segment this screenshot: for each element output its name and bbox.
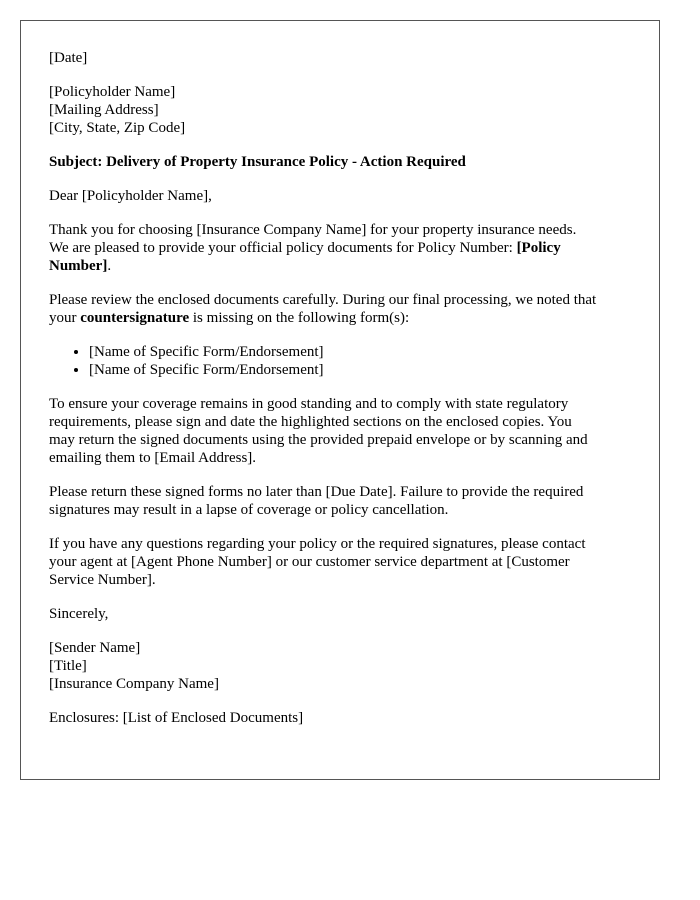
paragraph-intro	[49, 221, 649, 275]
paragraph-intro-line-2	[49, 239, 649, 257]
paragraph-review	[49, 291, 649, 327]
recipient-city-state-zip: [City, State, Zip Code]	[49, 120, 186, 136]
paragraph-review-line-2-pre: your	[49, 310, 81, 326]
letter-date: [Date]	[49, 50, 88, 66]
sender-title: [Title]	[49, 658, 87, 674]
recipient-mailing-address: [Mailing Address]	[49, 102, 159, 118]
paragraph-contact	[49, 535, 649, 589]
letter-body	[49, 49, 649, 743]
recipient-name: [Policyholder Name]	[49, 84, 176, 100]
paragraph-intro-line-3-rest: .	[107, 258, 112, 274]
letter-page	[20, 20, 660, 780]
sender-signature-block	[49, 639, 649, 693]
paragraph-review-line-2	[49, 309, 649, 327]
paragraph-review-line-2-post: is missing on the following form(s):	[189, 310, 410, 326]
countersignature-term: countersignature	[80, 310, 190, 326]
missing-forms-list	[49, 343, 649, 379]
letter-closing: Sincerely,	[49, 606, 109, 622]
paragraph-instructions-line-4: emailing them to [Email Address].	[49, 450, 257, 466]
paragraph-deadline	[49, 483, 649, 519]
missing-form-item: • [Name of Specific Form/Endorsement]	[89, 343, 649, 361]
paragraph-instructions	[49, 395, 649, 467]
paragraph-instructions-line-2: requirements, please sign and date the highlighted sections on the enclosed copies. You	[49, 414, 572, 430]
paragraph-intro-line-2-text: We are pleased to provide your official policy documents for Policy Number:	[49, 240, 517, 256]
letter-subject: Subject: Delivery of Property Insurance Policy - Action Required	[49, 154, 466, 170]
paragraph-deadline-line-2: signatures may result in a lapse of coverage or policy cancellation.	[49, 502, 449, 518]
letter-salutation: Dear [Policyholder Name],	[49, 188, 212, 204]
policy-number-placeholder-part-1: [Policy	[516, 240, 561, 256]
sender-name: [Sender Name]	[49, 640, 141, 656]
policy-number-placeholder-part-2: Number]	[49, 258, 108, 274]
paragraph-contact-line-1: If you have any questions regarding your policy or the required signatures, please contact	[49, 536, 586, 552]
paragraph-review-line-1: Please review the enclosed documents carefully. During our final processing, we noted that	[49, 292, 597, 308]
recipient-address-block	[49, 83, 649, 137]
paragraph-contact-line-2: your agent at [Agent Phone Number] or our customer service department at [Customer	[49, 554, 570, 570]
paragraph-intro-line-3	[49, 257, 649, 275]
missing-form-item: • [Name of Specific Form/Endorsement]	[89, 361, 649, 379]
paragraph-instructions-line-3: may return the signed documents using the provided prepaid envelope or by scanning and	[49, 432, 588, 448]
enclosures-line: Enclosures: [List of Enclosed Documents]	[49, 710, 304, 726]
paragraph-intro-line-1: Thank you for choosing [Insurance Company Name] for your property insurance needs.	[49, 222, 577, 238]
paragraph-deadline-line-1: Please return these signed forms no later than [Due Date]. Failure to provide the required	[49, 484, 584, 500]
paragraph-contact-line-3: Service Number].	[49, 572, 156, 588]
date-block	[49, 49, 649, 67]
paragraph-instructions-line-1: To ensure your coverage remains in good standing and to comply with state regulatory	[49, 396, 569, 412]
sender-company: [Insurance Company Name]	[49, 676, 219, 692]
